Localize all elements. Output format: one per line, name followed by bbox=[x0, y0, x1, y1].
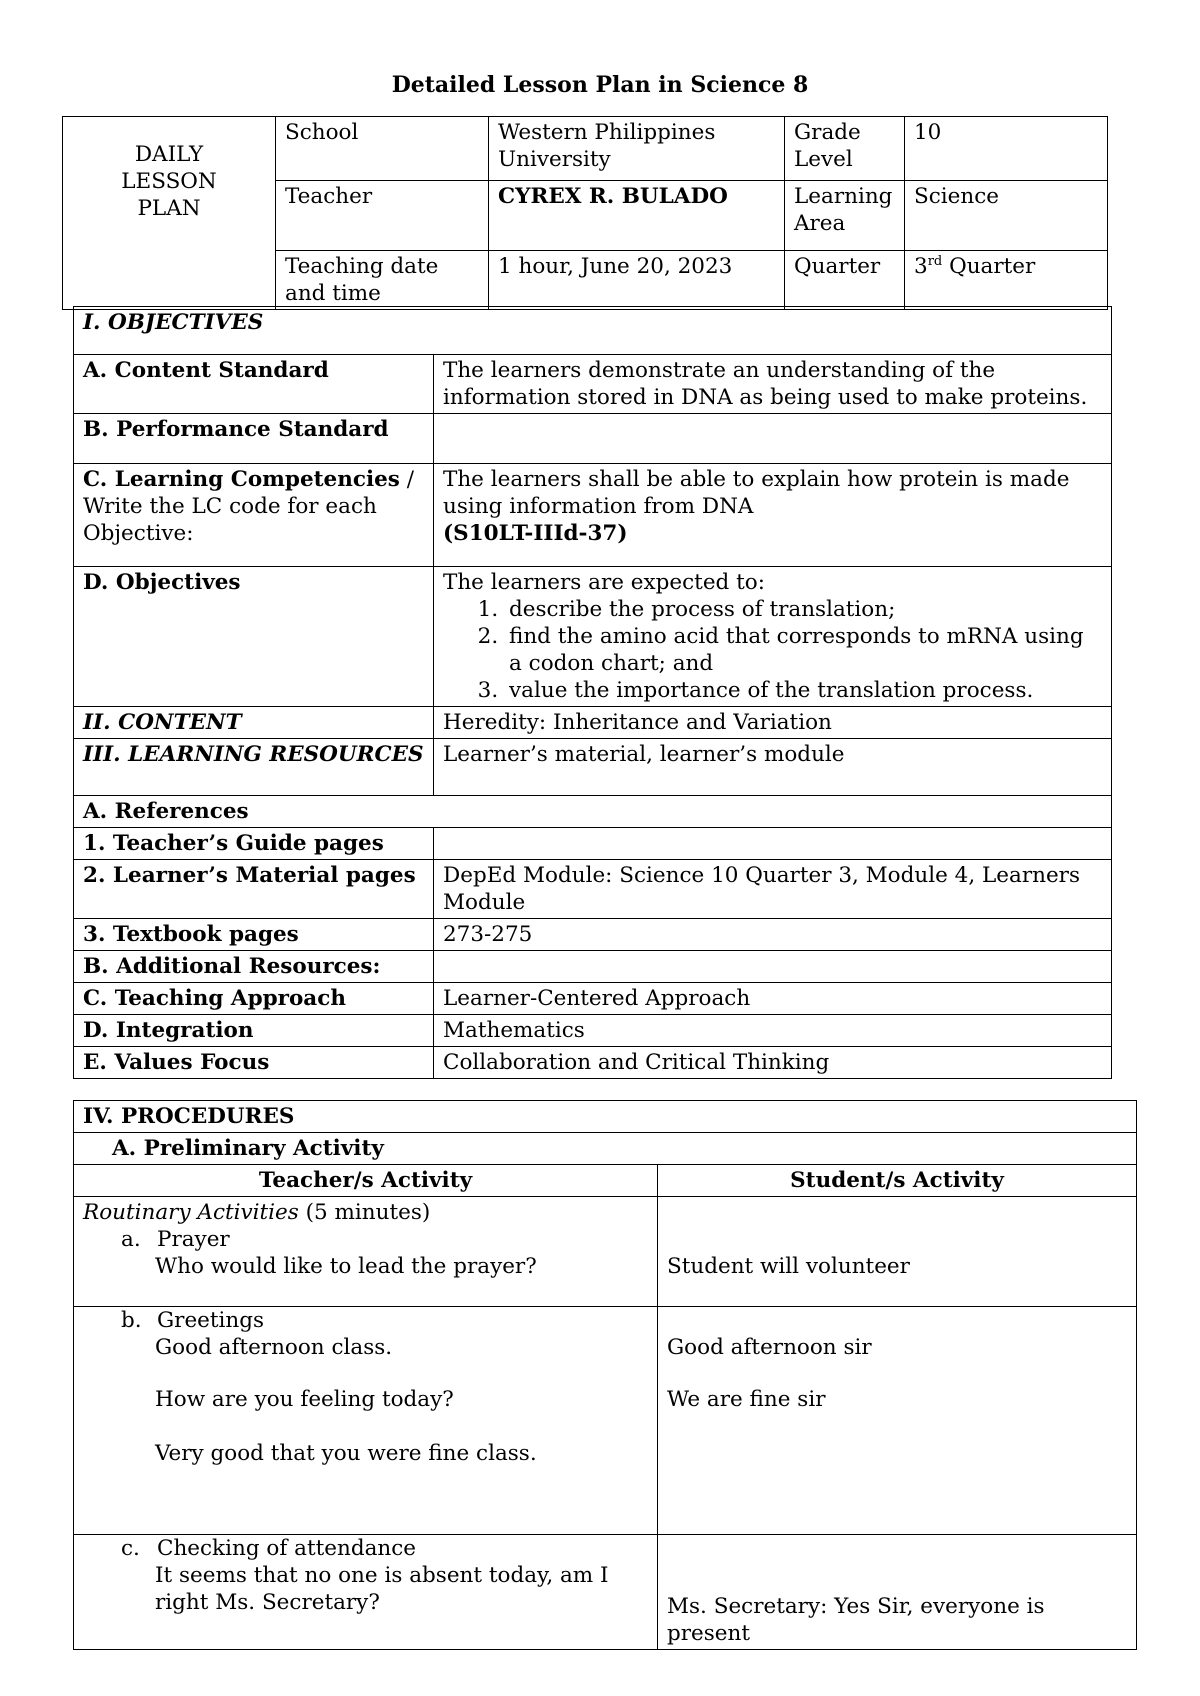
prayer-title-line bbox=[83, 1226, 648, 1253]
references-label: A. References bbox=[74, 796, 1112, 828]
school-label: School bbox=[276, 117, 489, 181]
learning-area-value: Science bbox=[905, 181, 1108, 251]
competency-code: (S10LT-IIId-37) bbox=[443, 521, 628, 546]
textbook-pages-value: 273-275 bbox=[434, 919, 1112, 951]
daily-lesson-plan-text: DAILY LESSON PLAN bbox=[121, 142, 217, 221]
quarter-label: Quarter bbox=[785, 251, 905, 310]
quarter-suffix: Quarter bbox=[942, 254, 1036, 279]
attendance-title-line bbox=[83, 1535, 648, 1562]
teachers-guide-label: 1. Teacher’s Guide pages bbox=[74, 828, 434, 860]
additional-resources-value bbox=[434, 951, 1112, 983]
procedures-table bbox=[73, 1100, 1137, 1650]
learning-competencies-label bbox=[74, 464, 434, 567]
preliminary-activity-heading: A. Preliminary Activity bbox=[74, 1133, 1137, 1165]
prayer-marker: a. bbox=[121, 1227, 141, 1252]
greetings-title-line bbox=[83, 1307, 648, 1334]
grade-value: 10 bbox=[905, 117, 1108, 181]
document-title: Detailed Lesson Plan in Science 8 bbox=[391, 72, 809, 98]
attendance-marker: c. bbox=[121, 1536, 140, 1561]
prayer-student-cell bbox=[658, 1197, 1137, 1307]
greetings-student-line-1: Good afternoon sir bbox=[667, 1335, 872, 1360]
values-focus-value: Collaboration and Critical Thinking bbox=[434, 1047, 1112, 1079]
quarter-number: 3 bbox=[914, 254, 928, 279]
objectives-value bbox=[434, 567, 1112, 707]
attendance-student-text: Ms. Secretary: Yes Sir, everyone is present bbox=[667, 1594, 1045, 1646]
learners-material-value: DepEd Module: Science 10 Quarter 3, Module 4, Learners Module bbox=[434, 860, 1112, 919]
objective-item: 3. value the importance of the translation process. bbox=[505, 677, 1102, 704]
learning-competencies-note: / Write the LC code for each Objective: bbox=[83, 467, 414, 546]
school-value: Western Philippines University bbox=[489, 117, 785, 181]
routinary-activities bbox=[83, 1199, 648, 1226]
values-focus-label: E. Values Focus bbox=[74, 1047, 434, 1079]
procedures-heading: IV. PROCEDURES bbox=[74, 1101, 1137, 1133]
learners-material-label: 2. Learner’s Material pages bbox=[74, 860, 434, 919]
objectives-table bbox=[73, 306, 1112, 1079]
learning-competencies-title: C. Learning Competencies bbox=[83, 467, 400, 492]
greetings-teacher-line-2: How are you feeling today? bbox=[155, 1387, 454, 1412]
teaching-date-value: 1 hour, June 20, 2023 bbox=[489, 251, 785, 310]
content-standard-label: A. Content Standard bbox=[74, 355, 434, 414]
objectives-intro: The learners are expected to: bbox=[443, 570, 765, 595]
content-standard-value: The learners demonstrate an understanding of the information stored in DNA as being used to make proteins. bbox=[434, 355, 1112, 414]
learning-resources-value: Learner’s material, learner’s module bbox=[434, 739, 1112, 796]
quarter-value bbox=[905, 251, 1108, 310]
objectives-heading: I. OBJECTIVES bbox=[74, 307, 1112, 355]
competency-text: The learners shall be able to explain how protein is made using information from DNA bbox=[443, 467, 1070, 519]
learning-area-label: Learning Area bbox=[785, 181, 905, 251]
learning-competencies-value bbox=[434, 464, 1112, 567]
prayer-student-text: Student will volunteer bbox=[667, 1254, 910, 1279]
performance-standard-label: B. Performance Standard bbox=[74, 414, 434, 464]
prayer-title: Prayer bbox=[157, 1227, 230, 1252]
teaching-date-label: Teaching date and time bbox=[276, 251, 489, 310]
grade-label: Grade Level bbox=[785, 117, 905, 181]
content-value: Heredity: Inheritance and Variation bbox=[434, 707, 1112, 739]
student-activity-header: Student/s Activity bbox=[658, 1165, 1137, 1197]
teacher-label: Teacher bbox=[276, 181, 489, 251]
daily-lesson-plan-label bbox=[63, 117, 276, 310]
greetings-student-cell bbox=[658, 1307, 1137, 1535]
teaching-approach-value: Learner-Centered Approach bbox=[434, 983, 1112, 1015]
additional-resources-label: B. Additional Resources: bbox=[74, 951, 434, 983]
teachers-guide-value bbox=[434, 828, 1112, 860]
objective-item: 1. describe the process of translation; bbox=[505, 596, 1102, 623]
greetings-teacher-line-3: Very good that you were fine class. bbox=[155, 1441, 537, 1466]
prayer-teacher-text: Who would like to lead the prayer? bbox=[155, 1254, 537, 1279]
teacher-value: CYREX R. BULADO bbox=[489, 181, 785, 251]
teacher-activity-header: Teacher/s Activity bbox=[74, 1165, 658, 1197]
content-label: II. CONTENT bbox=[74, 707, 434, 739]
objectives-label: D. Objectives bbox=[74, 567, 434, 707]
quarter-suffix-sup: rd bbox=[927, 253, 943, 269]
routinary-time: (5 minutes) bbox=[298, 1200, 431, 1225]
greetings-teacher-line-1: Good afternoon class. bbox=[155, 1335, 393, 1360]
routinary-label: Routinary Activities bbox=[83, 1200, 299, 1225]
objectives-list bbox=[443, 596, 1102, 704]
greetings-teacher-cell bbox=[74, 1307, 658, 1535]
performance-standard-value bbox=[434, 414, 1112, 464]
header-table bbox=[62, 116, 1108, 310]
attendance-title: Checking of attendance bbox=[157, 1536, 417, 1561]
greetings-title: Greetings bbox=[157, 1308, 265, 1333]
teaching-approach-label: C. Teaching Approach bbox=[74, 983, 434, 1015]
attendance-student-cell bbox=[658, 1535, 1137, 1650]
objective-item: 2. find the amino acid that corresponds to mRNA using a codon chart; and bbox=[505, 623, 1102, 677]
greetings-marker: b. bbox=[121, 1308, 142, 1333]
greetings-student-line-2: We are fine sir bbox=[667, 1387, 826, 1412]
prayer-teacher-cell bbox=[74, 1197, 658, 1307]
learning-resources-label: III. LEARNING RESOURCES bbox=[74, 739, 434, 796]
textbook-pages-label: 3. Textbook pages bbox=[74, 919, 434, 951]
attendance-teacher-cell bbox=[74, 1535, 658, 1650]
integration-label: D. Integration bbox=[74, 1015, 434, 1047]
attendance-teacher-text: It seems that no one is absent today, am I right Ms. Secretary? bbox=[155, 1563, 609, 1615]
integration-value: Mathematics bbox=[434, 1015, 1112, 1047]
